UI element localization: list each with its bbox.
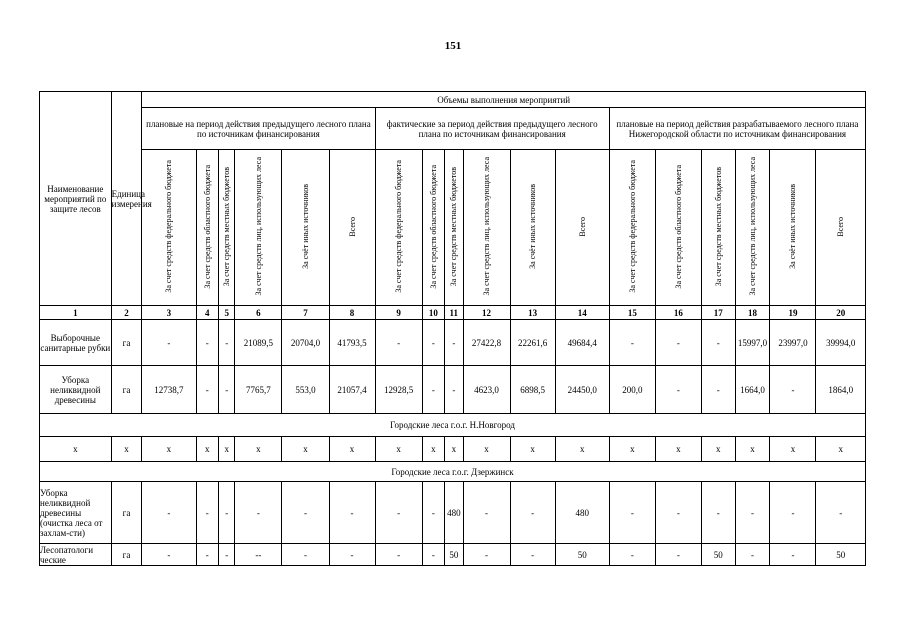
table-cell: 27422,8 [463, 320, 510, 366]
table-cell: - [142, 544, 196, 566]
table-cell: - [463, 544, 510, 566]
table-cell: га [111, 544, 142, 566]
forest-protection-table [39, 91, 866, 566]
table-cell: х [282, 437, 329, 462]
table-cell: - [235, 482, 282, 544]
table-cell: Уборка неликвидной древесины [40, 366, 112, 414]
page-number: 151 [444, 40, 462, 52]
table-cell: - [701, 320, 735, 366]
table-cell: - [770, 544, 816, 566]
header-subcolumn: За счёт иных источников [282, 150, 329, 306]
table-cell: х [235, 437, 282, 462]
table-cell: - [609, 482, 655, 544]
header-subcolumn: За счёт иных источников [510, 150, 555, 306]
header-subcolumn: За счет средств местных бюджетов [219, 150, 235, 306]
table-cell: 12738,7 [142, 366, 196, 414]
header-unit-column: Единица измерения [111, 92, 142, 306]
table-cell: 20 [816, 306, 866, 320]
table-cell: 6 [235, 306, 282, 320]
table-cell: - [735, 482, 770, 544]
table-cell: - [510, 544, 555, 566]
table-cell: 553,0 [282, 366, 329, 414]
table-cell: х [219, 437, 235, 462]
table-cell: - [219, 482, 235, 544]
table-cell: - [329, 544, 375, 566]
table-cell: х [375, 437, 422, 462]
table-cell: - [422, 544, 445, 566]
table-cell: - [445, 320, 463, 366]
table-cell: - [735, 544, 770, 566]
table-cell: - [701, 366, 735, 414]
header-subcolumn: За счет средств федерального бюджета [609, 150, 655, 306]
table-cell: 16 [655, 306, 701, 320]
table-cell: 19 [770, 306, 816, 320]
table-cell: 8 [329, 306, 375, 320]
table-cell: х [142, 437, 196, 462]
table-cell: - [422, 320, 445, 366]
table-cell: 50 [445, 544, 463, 566]
header-subcolumn: За счет средств областного бюджета [655, 150, 701, 306]
header-subcolumn: За счёт иных источников [770, 150, 816, 306]
table-cell: х [510, 437, 555, 462]
header-subcolumn: За счет средств областного бюджета [196, 150, 219, 306]
table-cell: х [701, 437, 735, 462]
table-cell: 1664,0 [735, 366, 770, 414]
table-cell: 15997,0 [735, 320, 770, 366]
table-cell: х [816, 437, 866, 462]
table-cell: 15 [609, 306, 655, 320]
header-name-column: Наименование мероприятий по защите лесов [40, 92, 112, 306]
table-cell: - [770, 366, 816, 414]
table-cell: Лесопатологи ческие [40, 544, 112, 566]
table-cell: 41793,5 [329, 320, 375, 366]
table-row [40, 544, 866, 566]
column-number-row [40, 306, 866, 320]
header-group-planned-new: плановые на период действия разрабатываемого лесного плана Нижегородской области по источникам финансирования [609, 108, 865, 150]
table-cell: 14 [555, 306, 609, 320]
table-cell: х [40, 437, 112, 462]
table-cell: Уборка неликвидной древесины (очистка леса от захлам-сти) [40, 482, 112, 544]
header-subcolumn: За счет средств лиц, использующих леса [463, 150, 510, 306]
table-cell: - [609, 320, 655, 366]
table-cell: - [816, 482, 866, 544]
table-cell: га [111, 482, 142, 544]
header-subcolumn: За счет средств лиц, использующих леса [235, 150, 282, 306]
header-subcolumn: За счет средств федерального бюджета [142, 150, 196, 306]
table-cell: - [510, 482, 555, 544]
table-row [40, 482, 866, 544]
table-row [40, 366, 866, 414]
table-cell: х [609, 437, 655, 462]
table-cell: - [142, 482, 196, 544]
header-group-planned-previous: плановые на период действия предыдущего лесного плана по источникам финансирования [142, 108, 375, 150]
table-cell: 21057,4 [329, 366, 375, 414]
table-cell: 1864,0 [816, 366, 866, 414]
table-cell: - [375, 482, 422, 544]
table-cell: га [111, 320, 142, 366]
table-cell: х [555, 437, 609, 462]
header-subcolumn: За счет средств местных бюджетов [701, 150, 735, 306]
table-cell: - [422, 482, 445, 544]
table-cell: 17 [701, 306, 735, 320]
table-cell: - [375, 320, 422, 366]
table-cell: 12 [463, 306, 510, 320]
table-cell: х [196, 437, 219, 462]
table-cell: х [329, 437, 375, 462]
table-cell: 20704,0 [282, 320, 329, 366]
table-cell: - [655, 320, 701, 366]
table-cell: 7765,7 [235, 366, 282, 414]
table-cell: - [219, 366, 235, 414]
table-cell: 13 [510, 306, 555, 320]
header-subcolumn: Всего [329, 150, 375, 306]
table-cell: - [282, 482, 329, 544]
table-cell: 49684,4 [555, 320, 609, 366]
table-cell: - [655, 482, 701, 544]
table-cell: 3 [142, 306, 196, 320]
table-cell: х [111, 437, 142, 462]
table-cell: 24450,0 [555, 366, 609, 414]
table-cell: х [655, 437, 701, 462]
table-cell: 4623,0 [463, 366, 510, 414]
table-cell: 2 [111, 306, 142, 320]
header-subcolumn: За счет средств местных бюджетов [445, 150, 463, 306]
table-cell: 39994,0 [816, 320, 866, 366]
table-cell: - [655, 544, 701, 566]
header-subcolumn: Всего [816, 150, 866, 306]
table-cell: 9 [375, 306, 422, 320]
table-cell: - [329, 482, 375, 544]
table-cell: 50 [555, 544, 609, 566]
section-title-nnovgorod: Городские леса г.о.г. Н.Новгород [40, 414, 866, 437]
header-subcolumn: Всего [555, 150, 609, 306]
table-cell: 21089,5 [235, 320, 282, 366]
table-cell: - [219, 544, 235, 566]
header-group-actual-previous: фактические за период действия предыдущего лесного плана по источникам финансирования [375, 108, 609, 150]
header-subcolumn: За счет средств лиц, использующих леса [735, 150, 770, 306]
table-cell: - [196, 482, 219, 544]
table-cell: 1 [40, 306, 112, 320]
table-cell: 6898,5 [510, 366, 555, 414]
table-cell: - [375, 544, 422, 566]
table-cell: га [111, 366, 142, 414]
table-cell: - [422, 366, 445, 414]
table-cell: 11 [445, 306, 463, 320]
table-cell: -- [235, 544, 282, 566]
table-cell: - [142, 320, 196, 366]
table-cell: - [196, 544, 219, 566]
table-cell: 12928,5 [375, 366, 422, 414]
header-subcolumn: За счет средств федерального бюджета [375, 150, 422, 306]
table-cell: 4 [196, 306, 219, 320]
table-cell: х [463, 437, 510, 462]
table-cell: х [770, 437, 816, 462]
table-cell: 200,0 [609, 366, 655, 414]
table-cell: 50 [701, 544, 735, 566]
table-cell: - [219, 320, 235, 366]
table-cell: - [609, 544, 655, 566]
table-cell: - [701, 482, 735, 544]
table-cell: 480 [555, 482, 609, 544]
table-row [40, 320, 866, 366]
table-cell: 23997,0 [770, 320, 816, 366]
table-cell: - [655, 366, 701, 414]
table-cell: 480 [445, 482, 463, 544]
table-cell: - [445, 366, 463, 414]
table-cell: х [735, 437, 770, 462]
table-cell: - [463, 482, 510, 544]
table-cell: 7 [282, 306, 329, 320]
table-cell: 22261,6 [510, 320, 555, 366]
table-cell: - [770, 482, 816, 544]
table-cell: - [196, 320, 219, 366]
table-cell: 18 [735, 306, 770, 320]
table-cell: х [445, 437, 463, 462]
table-cell: Выборочные санитарные рубки [40, 320, 112, 366]
section-title-dzerzhinsk: Городские леса г.о.г. Дзержинск [40, 462, 866, 482]
table-cell: - [196, 366, 219, 414]
table-cell: 50 [816, 544, 866, 566]
table-cell: х [422, 437, 445, 462]
table-cell: 5 [219, 306, 235, 320]
header-volumes-title: Объемы выполнения мероприятий [142, 92, 866, 108]
table-cell: 10 [422, 306, 445, 320]
header-subcolumn: За счет средств областного бюджета [422, 150, 445, 306]
table-cell: - [282, 544, 329, 566]
table-row [40, 437, 866, 462]
